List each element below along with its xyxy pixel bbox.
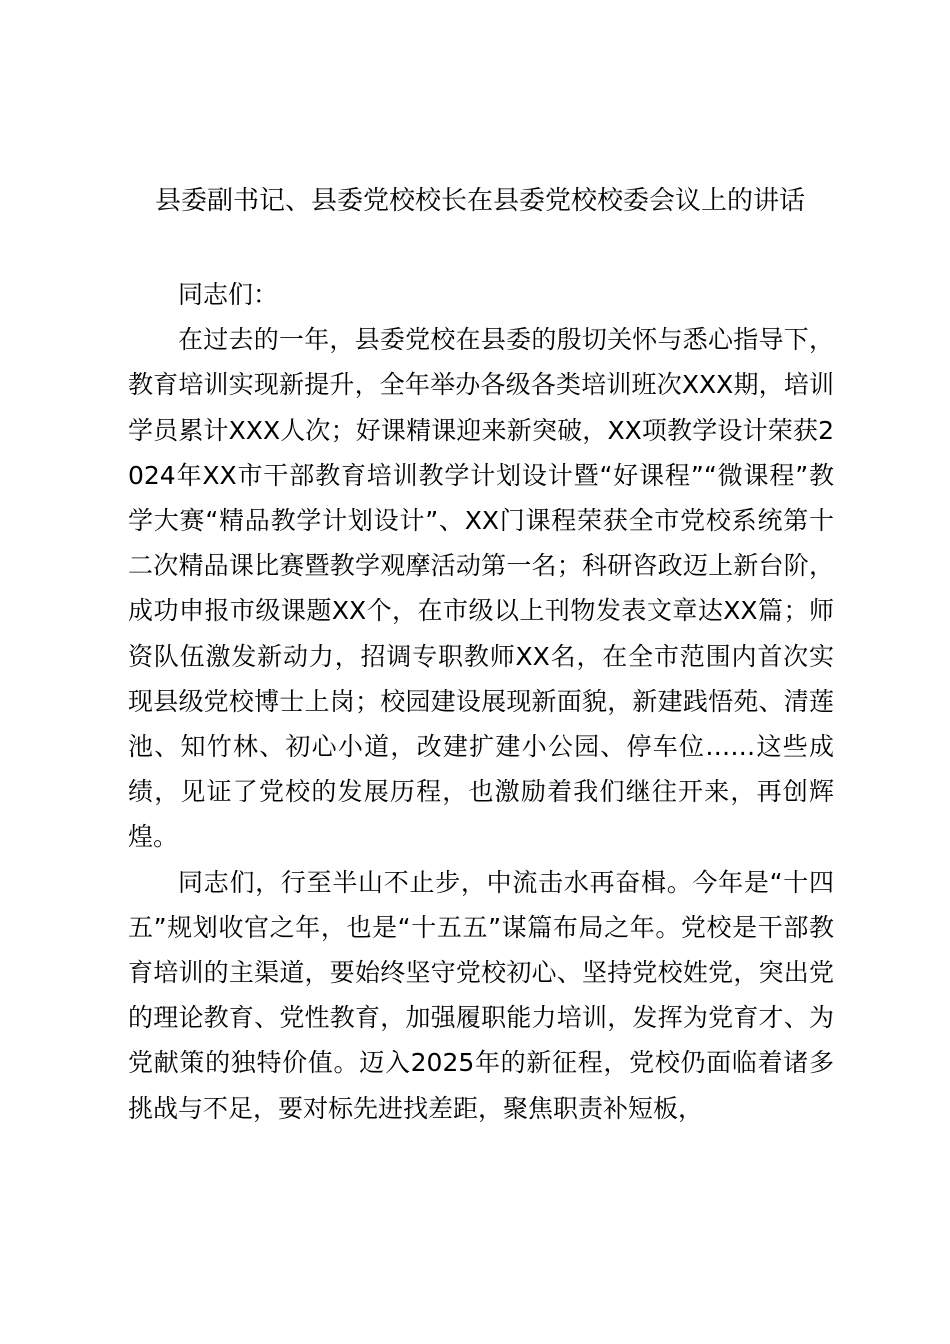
paragraph-2: 同志们，行至半山不止步，中流击水再奋楫。今年是“十四五”规划收官之年，也是“十五五”谋篇布局之年。党校是干部教育培训的主渠道，要始终坚守党校初心、坚持党校姓党，突出党的理论教育、党性教育，加强履职能力培训，发挥为党育才、为党献策的独特价值。迈入2025年的新征程，党校仍面临着诸多挑战与不足，要对标先进找差距，聚焦职责补短板， xyxy=(128,867,834,1123)
document-title: 县委副书记、县委党校校长在县委党校校委会议上的讲话 xyxy=(154,186,805,216)
paragraph-1: 在过去的一年，县委党校在县委的殷切关怀与悉心指导下，教育培训实现新提升，全年举办各级各类培训班次XXX期，培训学员累计XXX人次；好课精课迎来新突破，XX项教学设计荣获2024年XX市干部教育培训教学计划设计暨“好课程”“微课程”教学大赛“精品教学计划设计”、XX门课程荣获全市党校系统第十二次精品课比赛暨教学观摩活动第一名；科研咨政迈上新台阶，成功申报市级课题XX个，在市级以上刊物发表文章达XX篇；师资队伍激发新动力，招调专职教师XX名，在全市范围内首次实现县级党校博士上岗；校园建设展现新面貌，新建践悟苑、清莲池、知竹林、初心小道，改建扩建小公园、停车位……这些成绩，见证了党校的发展历程，也激励着我们继往开来，再创辉煌。 xyxy=(128,325,834,852)
document-body xyxy=(128,272,834,1131)
salutation: 同志们： xyxy=(178,280,279,309)
